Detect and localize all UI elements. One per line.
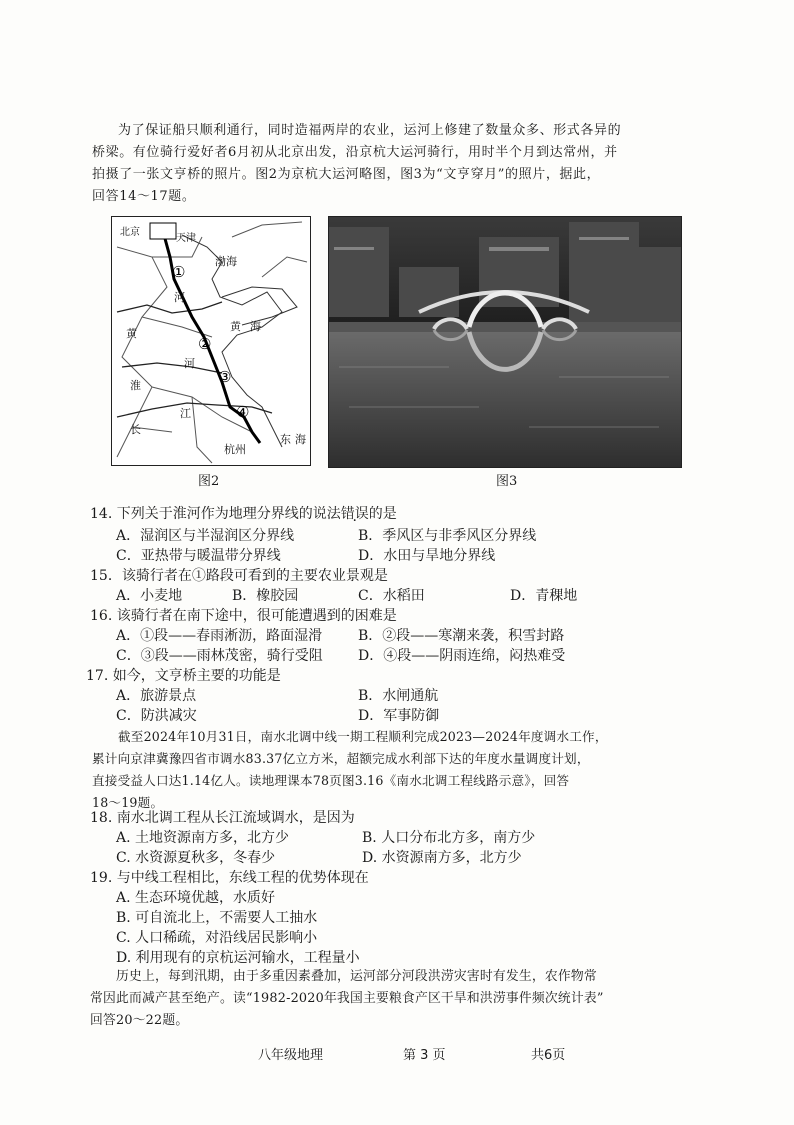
q15-option-d[interactable]: D．青稞地 [510, 588, 578, 604]
canal-map-svg [112, 217, 310, 465]
q14-option-b[interactable]: B．季风区与非季风区分界线 [358, 528, 537, 544]
intro-paragraph-1 [92, 120, 672, 208]
q15-option-b[interactable]: B．橡胶园 [232, 588, 299, 604]
footer-subject: 八年级地理 [258, 1048, 324, 1063]
label-yellowsea-a: 黄 [230, 320, 241, 333]
q15-option-c[interactable]: C．水稻田 [358, 588, 425, 604]
q14-stem-emphasis: 错误 [340, 506, 369, 522]
question-17-stem: 17. 如今，文亨桥主要的功能是 [86, 668, 281, 684]
figure-2-caption: 图2 [198, 474, 220, 489]
label-yellowsea-b: 海 [250, 320, 261, 333]
label-donghai-b: 海 [295, 433, 306, 446]
yellow-river [117, 302, 222, 313]
q14-option-d[interactable]: D．水田与旱地分界线 [358, 548, 496, 564]
q18-option-a[interactable]: A. 土地资源南方多，北方少 [116, 830, 290, 846]
intro-paragraph-2 [92, 726, 682, 814]
bridge-photo-svg [329, 217, 681, 467]
figure-3-photo [328, 216, 682, 468]
q17-option-c[interactable]: C．防洪减灾 [116, 708, 197, 724]
intro-2-line-1: 截至2024年10月31日，南水北调中线一期工程顺利完成2023—2024年度调水工作， [118, 729, 608, 744]
q16-option-a[interactable]: A．①段——春雨淅沥，路面湿滑 [116, 628, 323, 644]
figure-3-caption: 图3 [496, 474, 518, 489]
label-chang: 长 [130, 423, 141, 436]
q17-option-b[interactable]: B．水闸通航 [358, 688, 439, 704]
label-huang: 黄 [126, 327, 137, 340]
q15-option-a[interactable]: A．小麦地 [116, 588, 183, 604]
q17-option-d[interactable]: D．军事防御 [358, 708, 440, 724]
intro-2-line-2: 累计向京津冀豫四省市调水83.37亿立方米，超额完成水利部下达的年度水量调度计划， [92, 751, 590, 766]
intro-1-line-3: 拍摄了一张文亨桥的照片。图2为京杭大运河略图，图3为“文亨穿月”的照片，据此， [92, 167, 601, 182]
intro-2-line-4: 18～19题。 [92, 795, 164, 810]
question-19-stem: 19. 与中线工程相比，东线工程的优势体现在 [90, 870, 369, 886]
marker-1: ① [172, 263, 186, 281]
label-he: 河 [174, 291, 185, 304]
question-18-stem: 18. 南水北调工程从长江流域调水，是因为 [90, 810, 355, 826]
label-jiang: 江 [180, 407, 191, 420]
q14-stem-post: 的是 [368, 506, 397, 522]
footer-page-number: 第 3 页 [403, 1048, 446, 1063]
label-tianjin: 天津 [176, 233, 196, 244]
q16-option-b[interactable]: B．②段——寒潮来袭，积雪封路 [358, 628, 565, 644]
label-huai: 淮 [130, 379, 141, 392]
intro-3-line-2: 常因此而减产甚至绝产。读“1982-2020年我国主要粮食产区干旱和洪涝事件频次统计表” [90, 991, 604, 1006]
marker-2: ② [198, 335, 212, 353]
intro-1-line-4: 回答14～17题。 [92, 189, 196, 204]
footer-total-pages: 共6页 [531, 1048, 566, 1063]
label-beijing: 北京 [120, 227, 140, 238]
question-14-stem [90, 504, 397, 524]
label-hangzhou: 杭州 [224, 443, 246, 456]
marker-3: ③ [218, 368, 232, 386]
marker-4: ④ [236, 403, 250, 421]
q14-option-a[interactable]: A．湿润区与半湿润区分界线 [116, 528, 295, 544]
q14-stem-pre: 14. 下列关于淮河作为地理分界线的说法 [90, 506, 341, 522]
question-15-stem: 15．该骑行者在①路段可看到的主要农业景观是 [90, 568, 388, 584]
q14-option-c[interactable]: C．亚热带与暖温带分界线 [116, 548, 281, 564]
q16-option-c[interactable]: C．③段——雨林茂密，骑行受阻 [116, 648, 323, 664]
question-16-stem: 16. 该骑行者在南下途中，很可能遭遇到的困难是 [90, 608, 397, 624]
q18-option-b[interactable]: B. 人口分布北方多，南方少 [362, 830, 536, 846]
label-bohai: 渤海 [215, 255, 237, 268]
label-donghai-a: 东 [280, 433, 291, 446]
intro-3-line-3: 回答20～22题。 [90, 1013, 189, 1028]
intro-3-line-1: 历史上，每到汛期，由于多重因素叠加，运河部分河段洪涝灾害时有发生，农作物常 [116, 969, 597, 984]
figure-2-map [111, 216, 311, 466]
intro-1-line-1: 为了保证船只顺利通行，同时造福两岸的农业，运河上修建了数量众多、形式各异的 [118, 123, 622, 138]
intro-paragraph-3 [90, 966, 690, 1032]
q18-option-c[interactable]: C. 水资源夏秋多，冬春少 [116, 850, 276, 866]
label-he2: 河 [184, 357, 195, 370]
intro-2-line-3: 直接受益人口达1.14亿人。读地理课本78页图3.16《南水北调工程线路示意》，回答 [92, 773, 570, 788]
q19-option-c[interactable]: C. 人口稀疏，对沿线居民影响小 [116, 930, 318, 946]
q19-option-b[interactable]: B. 可自流北上，不需要人工抽水 [116, 910, 318, 926]
q16-option-d[interactable]: D．④段——阴雨连绵，闷热难受 [358, 648, 566, 664]
q18-option-d[interactable]: D. 水资源南方多，北方少 [362, 850, 522, 866]
q19-option-d[interactable]: D. 利用现有的京杭运河输水，工程量小 [116, 950, 360, 966]
intro-1-line-2: 桥梁。有位骑行爱好者6月初从北京出发，沿京杭大运河骑行，用时半个月到达常州，并 [92, 145, 618, 160]
q17-option-a[interactable]: A．旅游景点 [116, 688, 197, 704]
q19-option-a[interactable]: A. 生态环境优越，水质好 [116, 890, 276, 906]
